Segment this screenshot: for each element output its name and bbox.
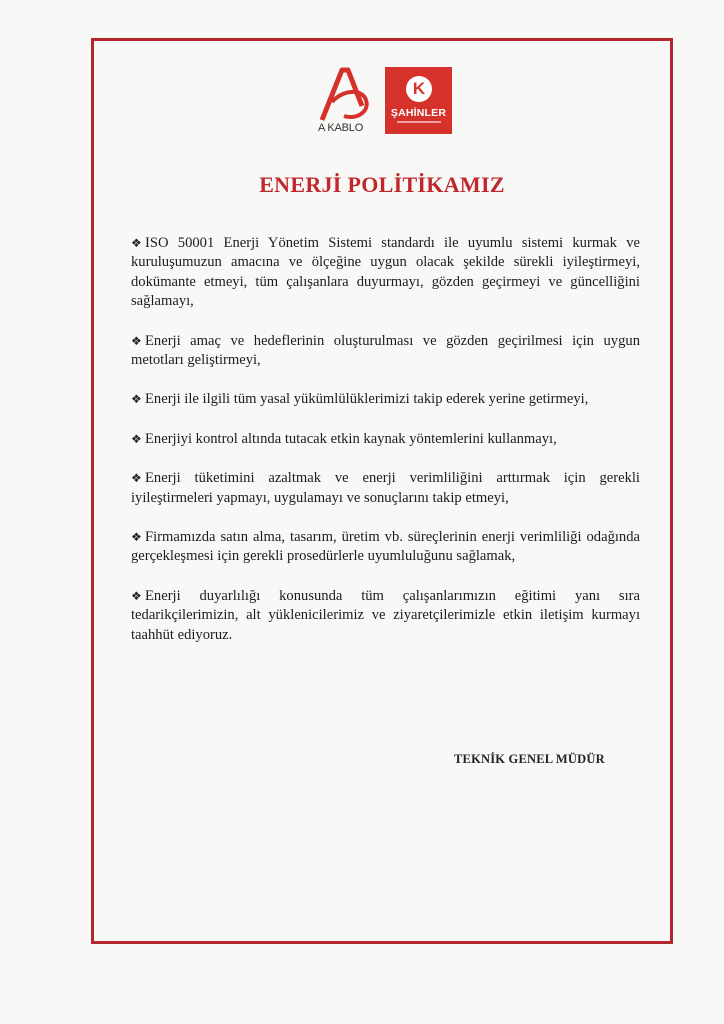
logo-group (318, 66, 458, 138)
diamond-bullet-icon: ❖ (131, 333, 142, 348)
policy-item-text: Firmamızda satın alma, tasarım, üretim vb. süreçlerinin enerji verimliliği odağında gerçekleşmesi için gerekli prosedürlerle uyumluluğunu sağlamak, (131, 529, 640, 565)
policy-item-text: Enerji tüketimini azaltmak ve enerji verimliliğini arttırmak için gerekli iyileştirmeleri yapmayı, uygulamayı ve sonuçlarını takip etmeyi, (131, 470, 640, 506)
policy-item-text: Enerji duyarlılığı konusunda tüm çalışanlarımızın eğitimi yanı sıra tedarikçilerimizin, alt yüklenicilerimiz ve ziyaretçilerimizle etkin iletişim kurmayı taahhüt ediyoruz. (131, 587, 640, 643)
policy-item (131, 234, 640, 312)
diamond-bullet-icon: ❖ (131, 530, 142, 545)
policy-item-text: Enerji ile ilgili tüm yasal yükümlülüklerimizi takip ederek yerine getirmeyi, (145, 391, 589, 408)
sahinler-tagline (385, 121, 452, 123)
sahinler-icon-letter: K (412, 79, 426, 98)
diamond-bullet-icon: ❖ (131, 431, 142, 446)
policy-item (131, 528, 640, 567)
policy-item-text: Enerjiyi kontrol altında tutacak etkin kaynak yöntemlerini kullanmayı, (145, 430, 557, 447)
policy-item (131, 332, 640, 371)
policy-item-text: Enerji amaç ve hedeflerinin oluşturulması ve gözden geçirilmesi için uygun metotları geliştirmeyi, (131, 332, 640, 369)
sahinler-logo (385, 67, 452, 134)
diamond-bullet-icon: ❖ (131, 392, 142, 407)
diamond-bullet-icon: ❖ (131, 471, 142, 486)
akablo-logo (318, 66, 374, 138)
policy-item (131, 587, 640, 645)
sahinler-k-icon (406, 76, 432, 102)
akablo-logo-mark-icon (318, 66, 374, 124)
policy-item (131, 430, 640, 449)
policy-item (131, 469, 640, 508)
diamond-bullet-icon: ❖ (131, 588, 142, 603)
sahinler-logo-text: ŞAHİNLER (390, 107, 447, 119)
page-title: ENERJİ POLİTİKAMIZ (259, 172, 505, 197)
policy-item (131, 390, 640, 409)
akablo-logo-text: A KABLO (318, 122, 364, 134)
diamond-bullet-icon: ❖ (131, 236, 142, 250)
signature-title: TEKNİK GENEL MÜDÜR (454, 752, 605, 766)
policy-list (131, 234, 640, 665)
policy-item-text: ISO 50001 Enerji Yönetim Sistemi standardı ile uyumlu sistemi kurmak ve kuruluşumuzun amacına ve ölçeğine uygun olacak şekilde sürekli iyileştirmeyi, dokümante etmeyi, tüm çalışanlara duyurmayı, gözden geçirmeyi ve güncelliğini sağlamayı, (131, 235, 640, 310)
